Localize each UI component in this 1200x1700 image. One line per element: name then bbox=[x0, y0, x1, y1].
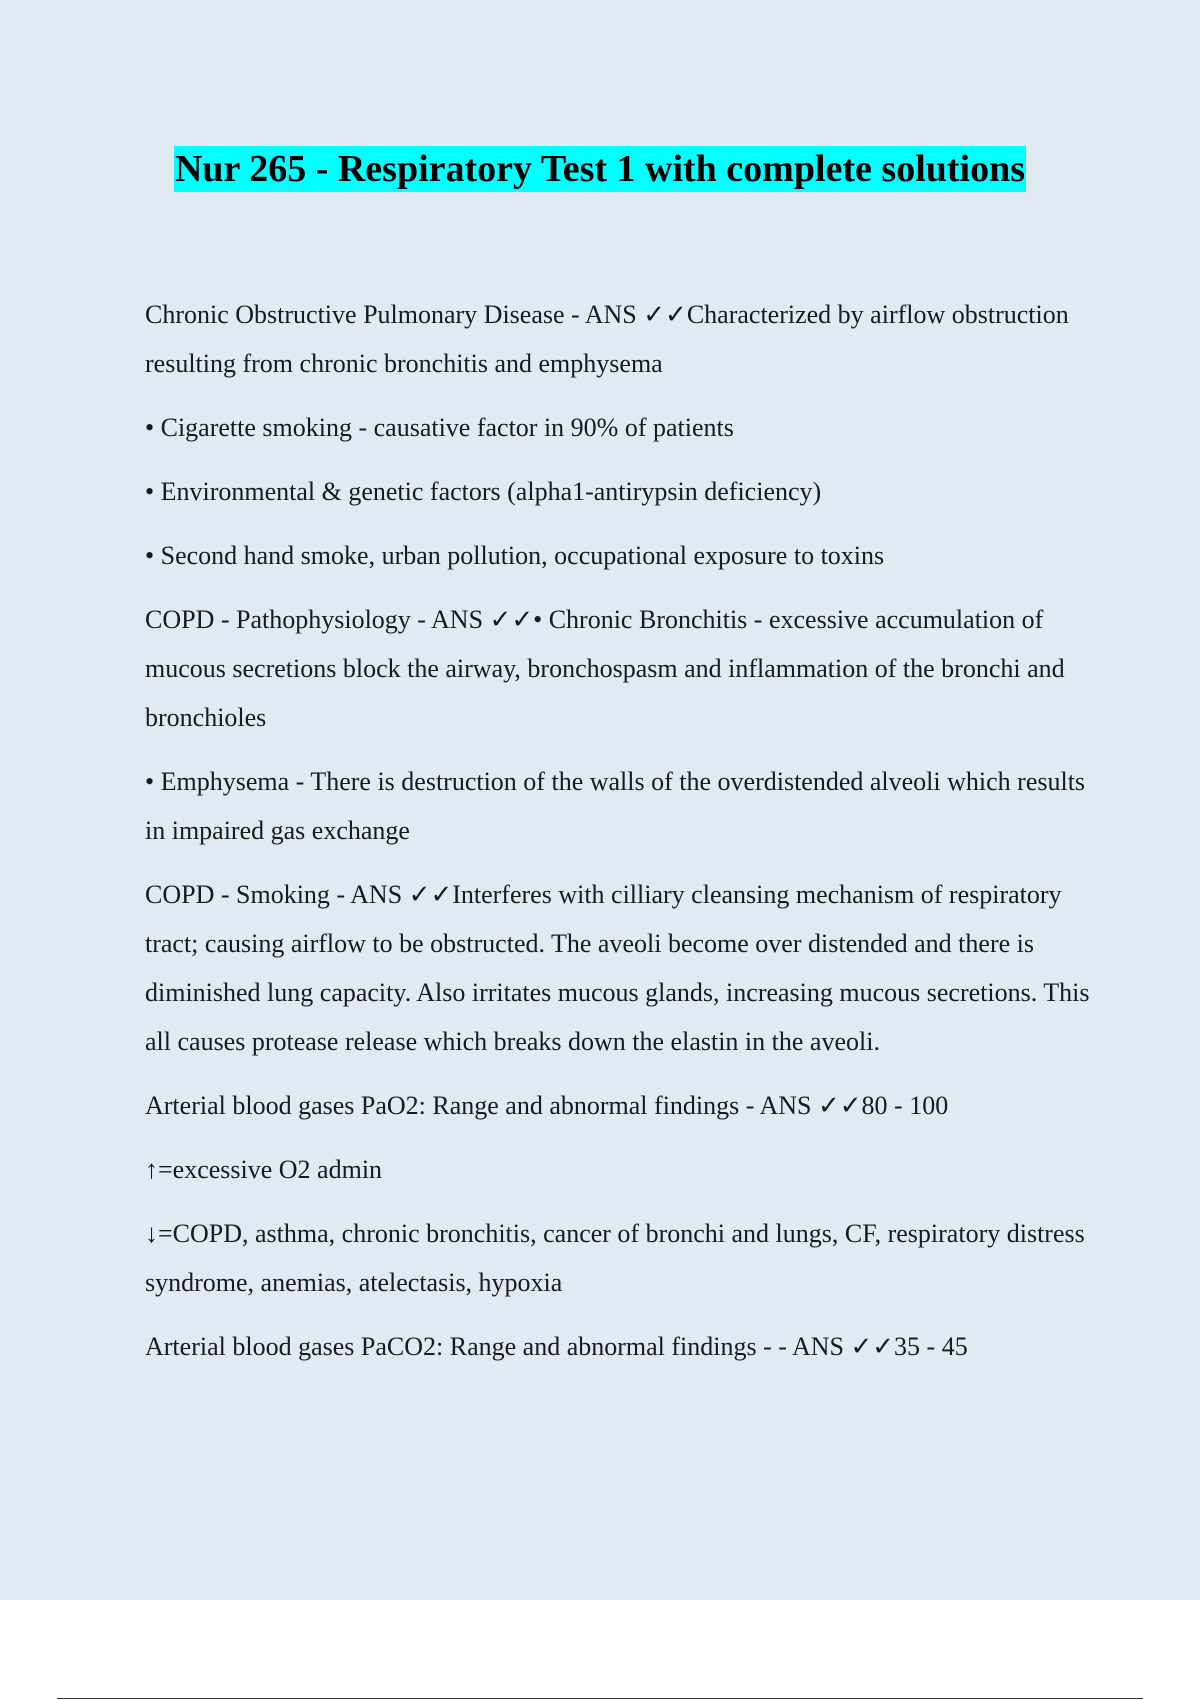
paragraph-emphysema: • Emphysema - There is destruction of the walls of the overdistended alveoli which results in impaired gas exchange bbox=[145, 767, 1086, 845]
paragraph-second-hand-smoke: • Second hand smoke, urban pollution, occupational exposure to toxins bbox=[145, 541, 885, 570]
paragraph-copd-smoking: COPD - Smoking - ANS ✓✓Interferes with cilliary cleansing mechanism of respiratory tract; causing airflow to be obstructed. The aveoli become over distended and there is diminished lung capacity. Also irritates mucous glands, increasing mucous secretions. This all causes protease release which breaks down the elastin in the aveoli. bbox=[145, 880, 1090, 1056]
paragraph-pao2-high: ↑=excessive O2 admin bbox=[145, 1155, 383, 1184]
paragraph-pao2-low: ↓=COPD, asthma, chronic bronchitis, cancer of bronchi and lungs, CF, respiratory distress syndrome, anemias, atelectasis, hypoxia bbox=[145, 1219, 1085, 1297]
paragraph-paco2-range: Arterial blood gases PaCO2: Range and abnormal findings - - ANS ✓✓35 - 45 bbox=[145, 1332, 968, 1361]
document-title: Nur 265 - Respiratory Test 1 with complete solutions bbox=[174, 148, 1026, 190]
document-body bbox=[145, 290, 1095, 1386]
footer-divider bbox=[57, 1698, 1143, 1699]
title-container bbox=[0, 146, 1200, 192]
paragraph-copd-pathophysiology: COPD - Pathophysiology - ANS ✓✓• Chronic Bronchitis - excessive accumulation of mucous secretions block the airway, bronchospasm and inflammation of the bronchi and bronchioles bbox=[145, 605, 1065, 732]
paragraph-environmental-factors: • Environmental & genetic factors (alpha1-antirypsin deficiency) bbox=[145, 477, 822, 506]
paragraph-cigarette-smoking: • Cigarette smoking - causative factor in 90% of patients bbox=[145, 413, 734, 442]
paragraph-copd-definition: Chronic Obstructive Pulmonary Disease - ANS ✓✓Characterized by airflow obstruction resulting from chronic bronchitis and emphysema bbox=[145, 300, 1069, 378]
paragraph-pao2-range: Arterial blood gases PaO2: Range and abnormal findings - ANS ✓✓80 - 100 bbox=[145, 1091, 949, 1120]
